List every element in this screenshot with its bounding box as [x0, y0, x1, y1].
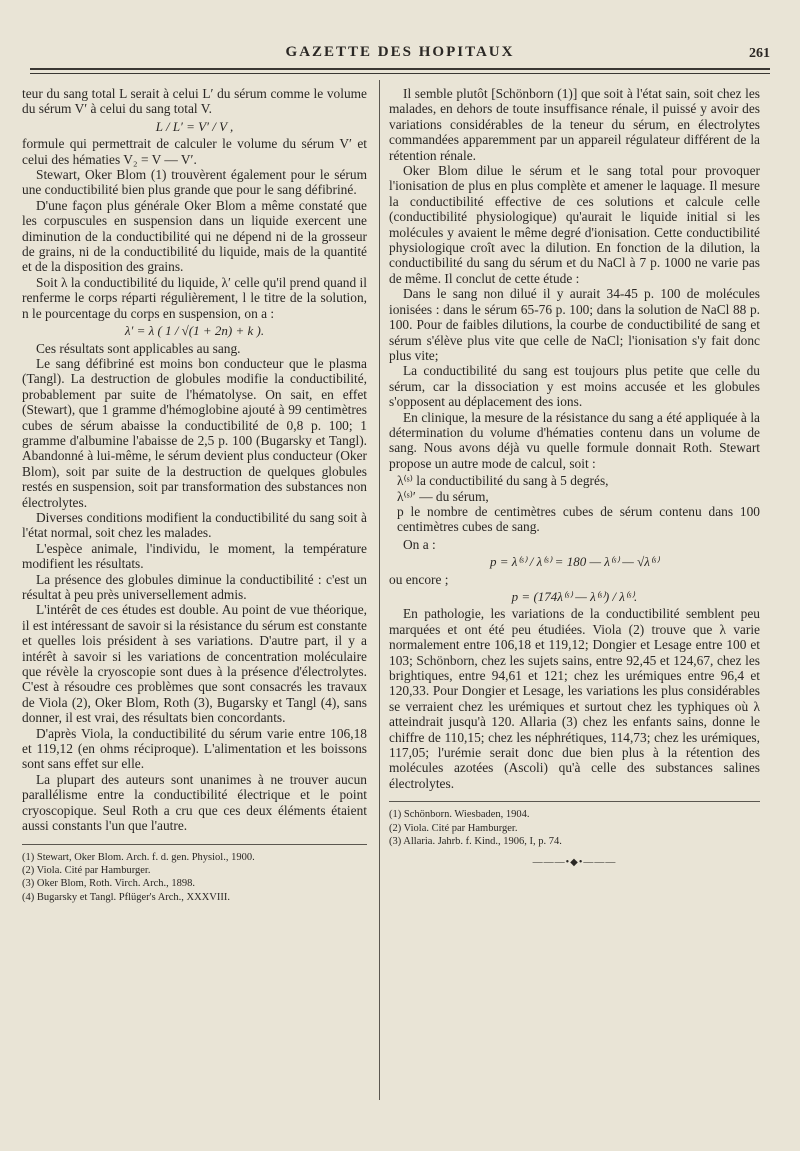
paragraph: formule qui permettrait de calculer le volume du sérum V′ et celui des hématies V₂ = V — V′.	[22, 136, 367, 167]
footnote: (2) Viola. Cité par Hamburger.	[22, 864, 151, 876]
paragraph: Soit λ la conductibilité du liquide, λ′ celle qu'il prend quand il renferme le corps réparti régulièrement, l le titre de la solution, n le pourcentage du corps en suspension, on a :	[22, 274, 367, 321]
paragraph: teur du sang total L serait à celui L′ du sérum comme le volume du sérum V′ à celui du sang total V.	[22, 86, 367, 117]
footnote-rule	[389, 801, 760, 802]
footnote: (1) Schönborn. Wiesbaden, 1904.	[389, 809, 530, 821]
footnote: (3) Oker Blom, Roth. Virch. Arch., 1898.	[22, 878, 195, 890]
formula: p = λ⁽ˢ⁾ / λ⁽ˢ⁾ = 180 — λ⁽ˢ⁾ — √λ⁽ˢ⁾	[490, 554, 659, 570]
paragraph: Il semble plutôt [Schönborn (1)] que soit à l'état sain, soit chez les malades, en dehors de toute insuffisance rénale, il puissé y avoir des variations considérables de la teneur du sérum, en électrolytes commandées apparemment par un appareil régulateur différent de la rétention rénale.	[389, 86, 760, 163]
left-column	[22, 86, 367, 904]
paragraph: D'après Viola, la conductibilité du sérum varie entre 106,18 et 119,12 (en ohms réciproque). L'alimentation et les boissons sont sans effet sur elle.	[22, 725, 367, 772]
paragraph: La présence des globules diminue la conductibilité : c'est un résultat à peu près universellement admis.	[22, 571, 367, 602]
page-header	[30, 44, 770, 66]
paragraph: La conductibilité du sang est toujours plus petite que celle du sérum, car la dissociation y est moins accusée et les globules s'opposent au déplacement des ions.	[389, 363, 760, 410]
definition: λ⁽ˢ⁾ la conductibilité du sang à 5 degrés,	[397, 473, 609, 489]
paragraph: L'espèce animale, l'individu, le moment, la température modifient les résultats.	[22, 540, 367, 572]
paragraph: En pathologie, les variations de la conductibilité semblent peu marquées et ont été peu étudiées. Viola (2) trouve que λ varie normalement entre 106,18 et 119,12; Dongier et Lesage entre 100 et 103; Schönborn, chez les sujets sains, entre 92,45 et 124,67, chez les brightiques, entre 94,61 et 121; chez les urémiques entre 96,4 et 120,33. Pour Dongier et Lesage, les variations les plus considérables se verraient chez les urémiques et surtout chez les typhiques où λ atteindrait jusqu'à 120. Allaria (3) chez les enfants sains, donne le chiffre de 110,15; chez les néphrétiques, 114,73; chez les urémiques, 117,05; l'urémie serait donc due bien plus à la rétention des molécules azotées (Ascoli) qu'à celle des substances salines électrolytes.	[389, 606, 760, 791]
definition: p le nombre de centimètres cubes de sérum contenu dans 100 centimètres cubes de sang.	[397, 503, 760, 535]
header-rule-thick	[30, 68, 770, 70]
end-ornament: ———•◆•———	[532, 856, 617, 868]
page-number: 261	[749, 46, 770, 61]
journal-title: GAZETTE DES HOPITAUX	[285, 44, 515, 60]
footnote: (2) Viola. Cité par Hamburger.	[389, 822, 518, 834]
footnote: (4) Bugarsky et Tangl. Pflüger's Arch., XXXVIII.	[22, 891, 231, 903]
paragraph: La plupart des auteurs sont unanimes à ne trouver aucun parallélisme entre la conductibilité électrique et le point cryoscopique. Seul Roth a cru que ces deux éléments étaient aussi constants l'un que l'autre.	[22, 771, 367, 834]
formula: L / L′ = V′ / V ,	[155, 118, 234, 134]
paragraph: Le sang défibriné est moins bon conducteur que le plasma (Tangl). La destruction de globules modifie la conductibilité, probablement par suite de l'hématolyse. On sait, en effet (Stewart), que 1 gramme d'hémoglobine ajouté à 99 centimètres cubes de sérum abaisse la conductibilité de 0,8 p. 100; 1 gramme d'albumine l'abaisse de 2,5 p. 100 (Bugarsky et Tangl). Abandonné à lui-même, le sérum devient plus conducteur (Oker Blom), soit par suite de la destruction de quelques globules restés en suspension, soit par transformation des substances non électrolytes.	[22, 355, 367, 510]
formula: p = (174λ⁽ˢ⁾ — λ⁽ˢ⁾) / λ⁽ˢ⁾.	[511, 589, 638, 604]
paragraph: ou encore ;	[389, 571, 449, 587]
paragraph: Ces résultats sont applicables au sang.	[36, 340, 241, 356]
paragraph: Diverses conditions modifient la conductibilité du sang soit à l'état normal, soit chez les malades.	[22, 509, 367, 541]
column-divider	[379, 80, 380, 1100]
paragraph: Oker Blom dilue le sérum et le sang total pour provoquer l'ionisation de plus en plus complète et amener le laquage. Il mesure la conductibilité effective de ces solutions et calcule celle (conductibilité physiologique) qu'aurait le liquide initial si les molécules y avaient le même degré d'ionisation. Cette conductibilité physiologique croît avec la dilution. En fonction de la dilution, la conductibilité du sang du sérum et du NaCl à 7 p. 1000 ne varie pas de même. Il conclut de cette étude :	[389, 163, 760, 286]
paragraph: En clinique, la mesure de la résistance du sang a été appliquée à la détermination du volume d'hématies contenu dans un volume de sang. Nous avons déjà vu quelle formule donnait Roth. Stewart propose un autre mode de calcul, soit :	[389, 409, 760, 471]
footnote-rule	[22, 844, 367, 845]
paragraph: D'une façon plus générale Oker Blom a même constaté que les corpuscules en suspension dans un liquide exercent une diminution de la conductibilité qui ne dépend ni de la grosseur de grains, ni de la conductibilité du liquide, mais de la quantité et de la disposition des grains.	[22, 197, 367, 275]
right-column	[389, 86, 760, 870]
header-rule-thin	[30, 73, 770, 74]
definitions	[397, 473, 760, 535]
paragraph: On a :	[403, 536, 436, 552]
paragraph: L'intérêt de ces études est double. Au point de vue théorique, il est intéressant de savoir si la résistance du sérum est constante et quelles lois président à ses variations. D'autre part, il y a intérêt à savoir si les variations de concentration moléculaire que révèle la cryoscopie sont dues à la présence d'électrolytes. C'est à résoudre ces problèmes que sont consacrés les travaux de Viola (2), Oker Blom, Roth (3), Bugarsky et Tangl (4), sans donner, il est vrai, des résultats bien concordants.	[22, 602, 367, 726]
footnote: (1) Stewart, Oker Blom. Arch. f. d. gen. Physiol., 1900.	[22, 851, 255, 863]
paragraph: Dans le sang non dilué il y aurait 34-45 p. 100 de molécules ionisées : dans le sérum 65-76 p. 100; dans la solution de NaCl 88 p. 100. Pour de faibles dilutions, la courbe de conductibilité de sang et sérum s'élève plus vite que celle de NaCl; l'ionisation s'y fait donc plus vite;	[389, 286, 760, 363]
footnote: (3) Allaria. Jahrb. f. Kind., 1906, I, p. 74.	[389, 836, 562, 848]
formula: λ′ = λ ( 1 / √(1 + 2n) + k ).	[124, 323, 265, 339]
paragraph: Stewart, Oker Blom (1) trouvèrent également pour le sérum une conductibilité bien plus grande que pour le sang défibriné.	[22, 167, 367, 198]
definition: λ⁽ˢ⁾′ — du sérum,	[397, 488, 489, 504]
